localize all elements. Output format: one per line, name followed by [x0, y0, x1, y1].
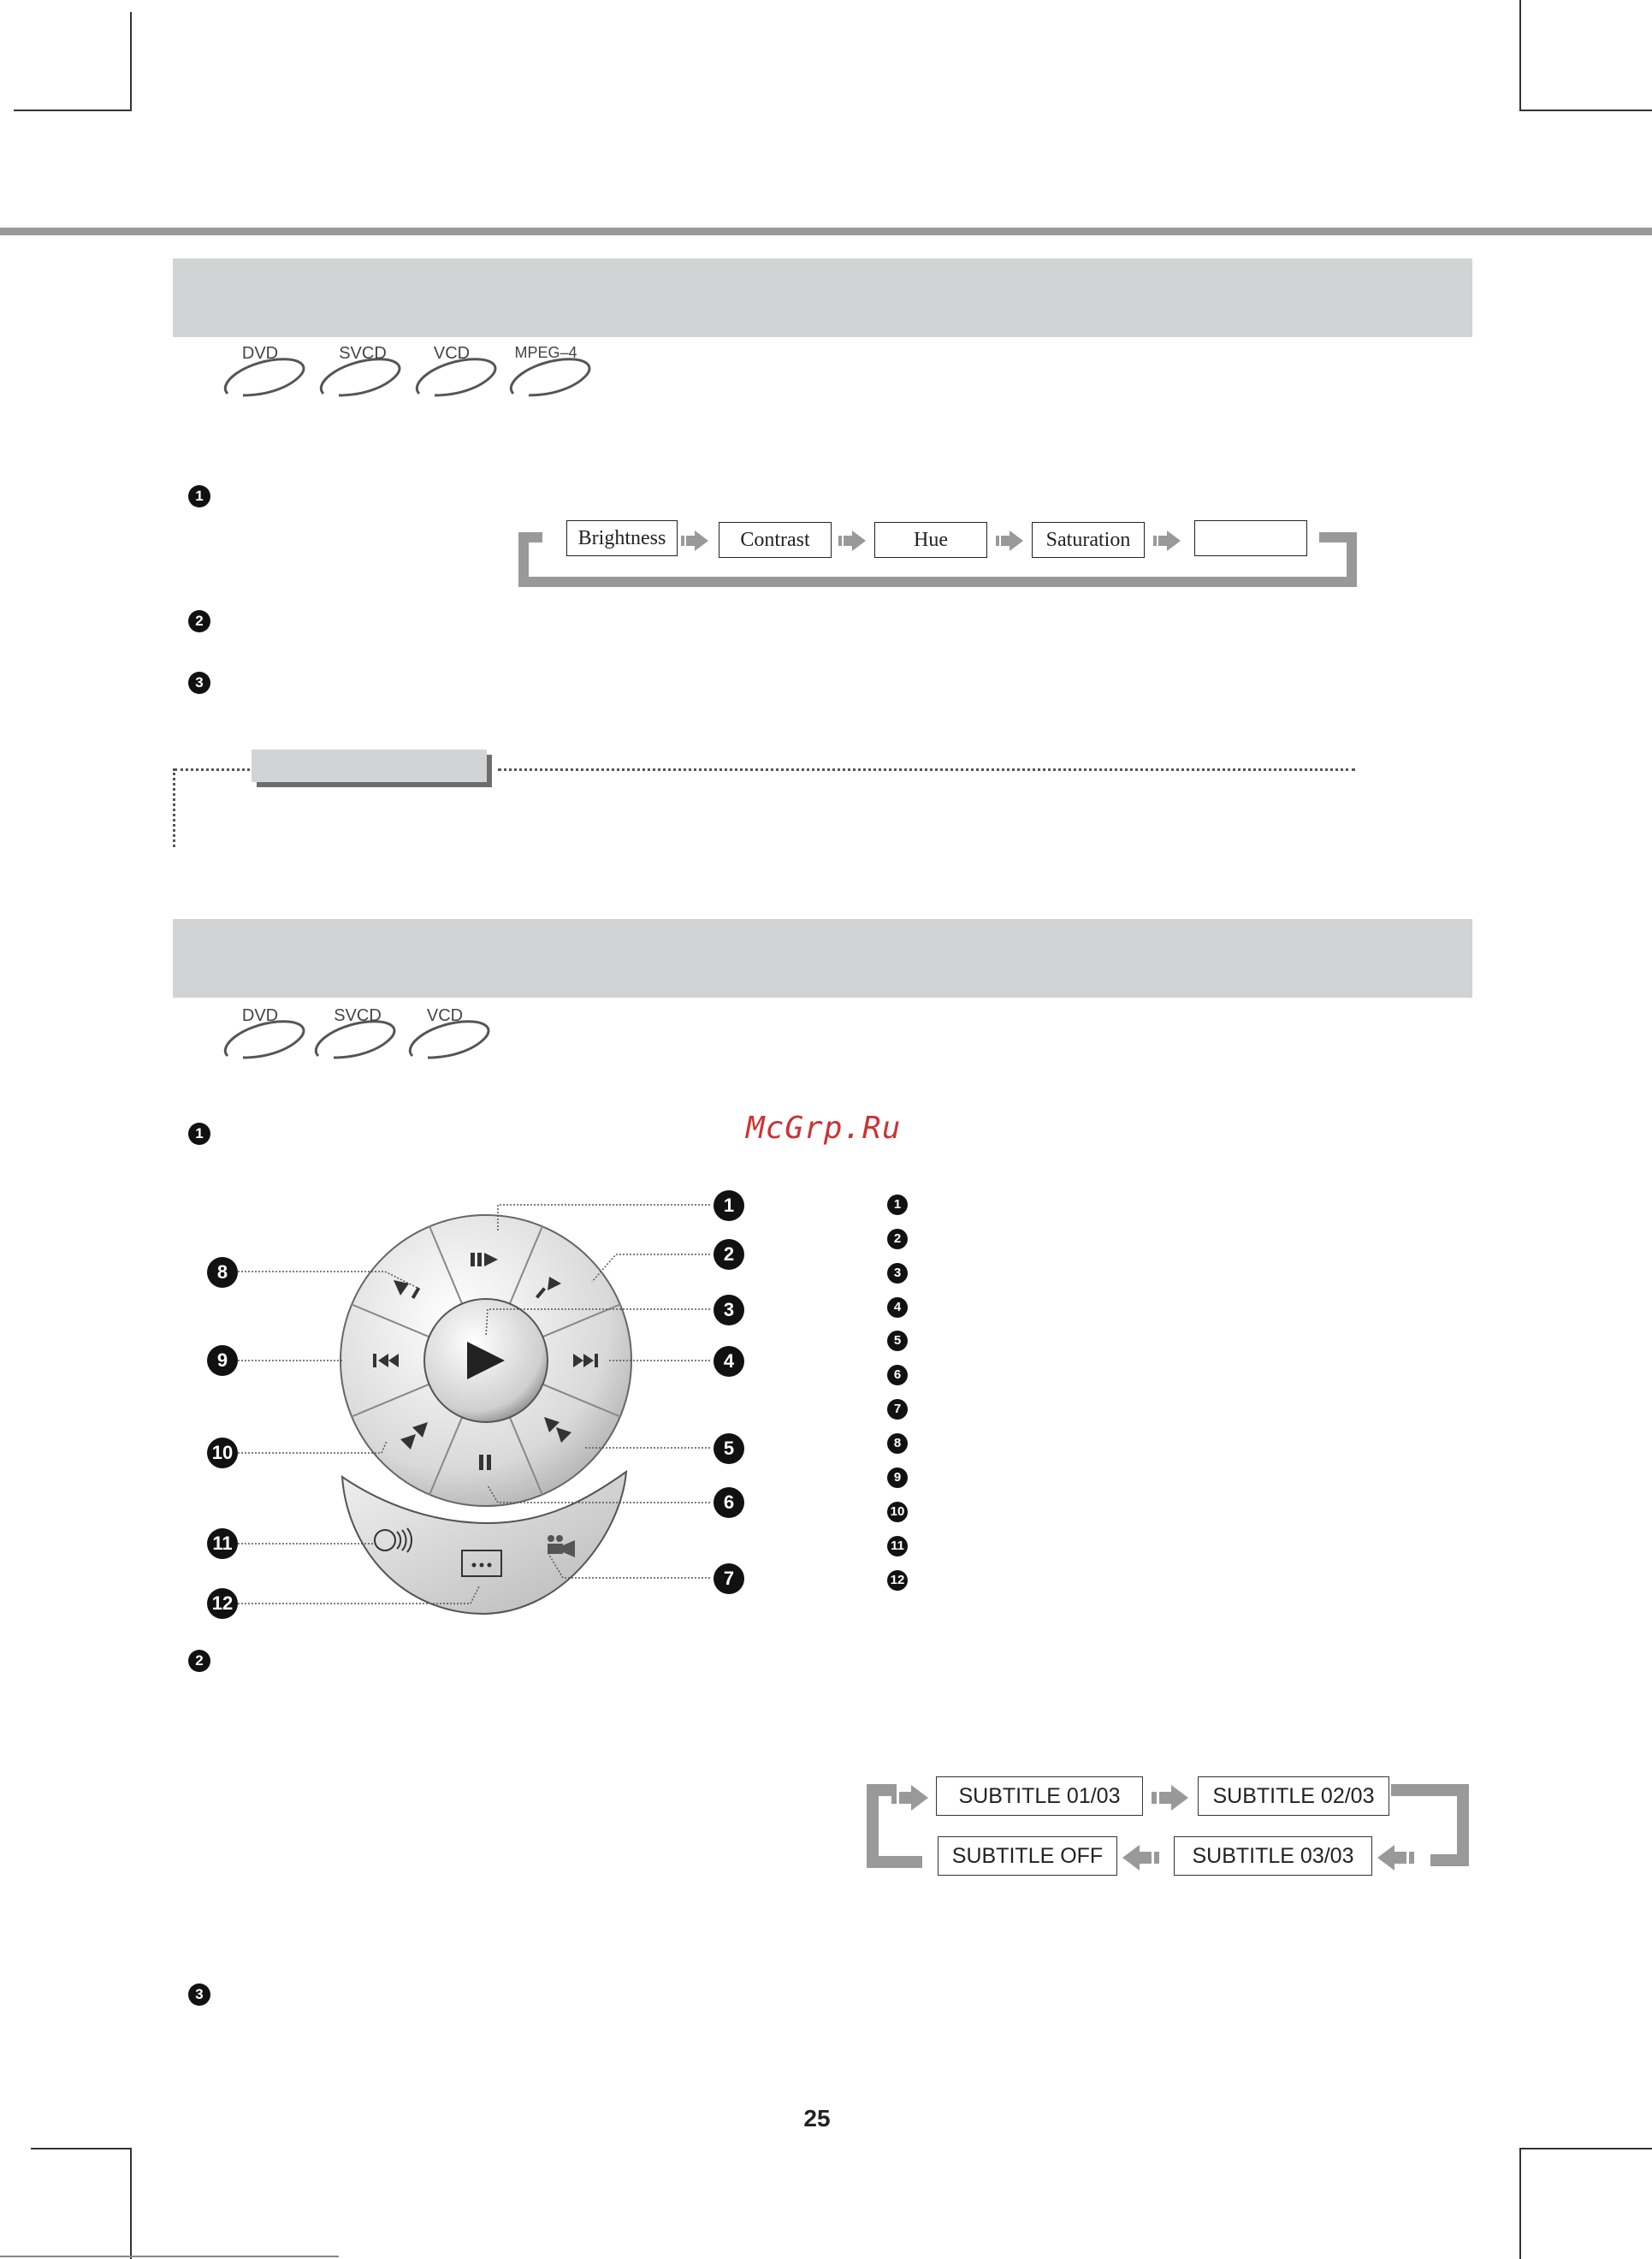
arrow-right-icon [1152, 1785, 1189, 1811]
sequence-item-saturation: Saturation [1032, 522, 1145, 558]
format-label: VCD [433, 344, 471, 363]
vcd-badge [409, 344, 503, 404]
callout-number: 5 [713, 1433, 744, 1464]
format-label: SVCD [339, 344, 387, 363]
callout-number: 8 [207, 1257, 238, 1288]
svcd-badge [308, 1006, 402, 1066]
crop-mark [0, 2256, 339, 2257]
legend-number: 3 [887, 1263, 908, 1284]
subtitle-option-off: SUBTITLE OFF [938, 1836, 1117, 1876]
arrow-left-icon [1122, 1845, 1165, 1871]
callout-number: 11 [207, 1528, 238, 1559]
step-number: 3 [188, 672, 210, 694]
vcd-badge [402, 1006, 496, 1066]
format-label: MPEG–4 [514, 344, 577, 361]
arrow-right-icon [891, 1785, 929, 1811]
step-number: 1 [188, 485, 210, 507]
note-border [173, 768, 175, 847]
legend-number: 12 [887, 1570, 908, 1591]
legend-number: 8 [887, 1433, 908, 1454]
crop-mark [1519, 0, 1521, 111]
format-label: VCD [426, 1006, 464, 1025]
crop-mark [1519, 2148, 1521, 2259]
crop-mark [1519, 110, 1652, 111]
arrow-right-icon [996, 531, 1025, 551]
legend-number: 2 [887, 1229, 908, 1249]
subtitle-option-03: SUBTITLE 03/03 [1174, 1836, 1372, 1876]
callout-number: 7 [713, 1563, 744, 1594]
crop-mark [130, 2148, 132, 2259]
legend-number: 4 [887, 1297, 908, 1318]
legend-number: 7 [887, 1399, 908, 1420]
callout-lines [197, 1189, 761, 1626]
arrow-right-icon [681, 531, 710, 551]
format-label: SVCD [334, 1006, 382, 1025]
section-header-band [173, 919, 1472, 998]
arrow-right-icon [1153, 531, 1182, 551]
subtitle-option-01: SUBTITLE 01/03 [936, 1776, 1143, 1816]
callout-number: 12 [207, 1588, 238, 1619]
legend-number: 1 [887, 1195, 908, 1215]
callout-number: 3 [713, 1295, 744, 1325]
sequence-item-brightness: Brightness [566, 520, 678, 556]
dvd-badge [217, 344, 311, 404]
crop-mark [31, 2148, 132, 2149]
callout-number: 2 [713, 1239, 744, 1270]
sequence-item-contrast: Contrast [719, 522, 832, 558]
legend-number: 10 [887, 1502, 908, 1522]
arrow-right-icon [838, 531, 867, 551]
note-border [498, 768, 1355, 771]
svcd-badge [313, 344, 407, 404]
callout-number: 6 [713, 1487, 744, 1518]
step-number: 1 [188, 1123, 210, 1145]
sequence-item-hue: Hue [874, 522, 987, 558]
format-label: DVD [241, 344, 279, 363]
arrow-left-icon [1377, 1845, 1420, 1871]
sequence-item-blank [1194, 520, 1307, 556]
page-number: 25 [803, 2105, 831, 2132]
note-tab [252, 750, 487, 782]
crop-mark [1519, 2148, 1652, 2149]
legend-number: 11 [887, 1536, 908, 1556]
crop-mark [130, 12, 132, 111]
callout-number: 4 [713, 1346, 744, 1377]
dvd-badge [217, 1006, 311, 1066]
section-header-band [173, 258, 1472, 337]
legend-number: 9 [887, 1467, 908, 1488]
callout-number: 9 [207, 1345, 238, 1376]
subtitle-option-02: SUBTITLE 02/03 [1198, 1776, 1389, 1816]
note-border [175, 768, 250, 771]
step-number: 2 [188, 610, 210, 632]
crop-mark [14, 110, 132, 111]
format-label: DVD [241, 1006, 279, 1025]
mpeg4-badge [503, 344, 597, 404]
legend-number: 5 [887, 1331, 908, 1351]
step-number: 2 [188, 1650, 210, 1672]
callout-number: 1 [713, 1190, 744, 1221]
legend-number: 6 [887, 1365, 908, 1385]
callout-number: 10 [207, 1438, 238, 1468]
watermark: McGrp.Ru [746, 1111, 902, 1146]
header-rule [0, 228, 1652, 235]
step-number: 3 [188, 1983, 210, 2006]
